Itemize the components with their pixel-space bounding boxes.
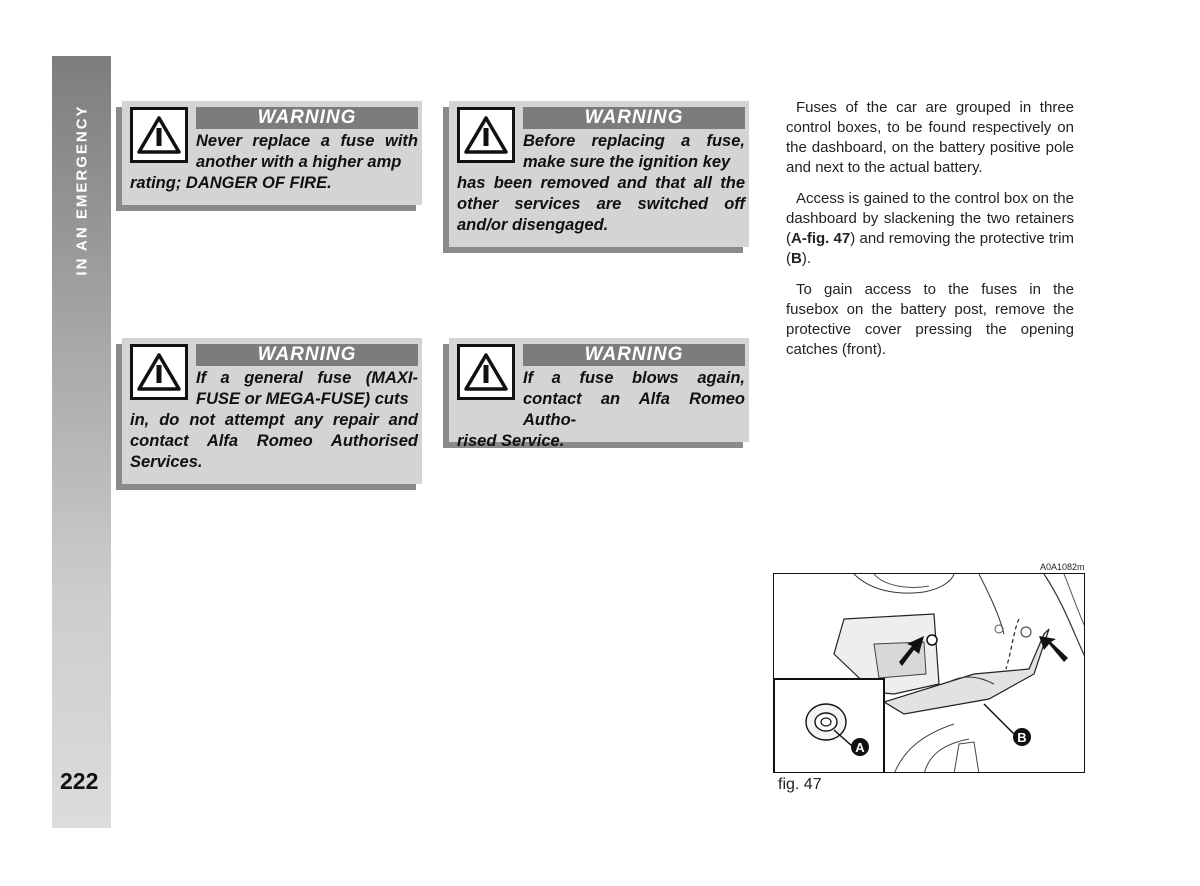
figure-caption: fig. 47 [778, 776, 822, 793]
warning-text-tail: in, do not attempt any repair and contact Alfa Romeo Authorised Services. [130, 411, 418, 471]
warning-box-2 [449, 101, 749, 247]
figure-reference-b: B [791, 250, 802, 267]
warning-box-1 [122, 101, 422, 205]
warning-box-3 [122, 338, 422, 484]
warning-triangle-icon [130, 344, 188, 400]
label-a: A [855, 740, 865, 755]
warning-text-head: Never replace a fuse with another with a higher amp [196, 132, 418, 171]
warning-title: WARNING [523, 344, 745, 366]
warning-triangle-icon [457, 107, 515, 163]
body-text [786, 98, 1074, 371]
figure-illustration [773, 573, 1085, 773]
warning-title: WARNING [523, 107, 745, 129]
warning-text-tail: has been removed and that all the other services are switched off and/or disengaged. [457, 174, 745, 234]
warning-text-tail: rating; DANGER OF FIRE. [130, 174, 332, 192]
warning-text-tail: rised Service. [457, 432, 565, 450]
paragraph-battery-fusebox: To gain access to the fuses in the fusebox on the battery post, remove the protective cover pressing the opening catches (front). [786, 281, 1074, 358]
warning-text-head: If a general fuse (MAXI-FUSE or MEGA-FUSE) cuts [196, 369, 418, 408]
warning-triangle-icon [457, 344, 515, 400]
warning-text-head: Before replacing a fuse, make sure the ignition key [523, 132, 745, 171]
warning-text-head: If a fuse blows again, contact an Alfa Romeo Autho- [523, 369, 745, 429]
warning-box-4 [449, 338, 749, 450]
paragraph-dashboard-access: Access is gained to the control box on the dashboard by slackening the two retainers (A-fig. 47) and removing the protective trim (B). [786, 190, 1074, 267]
paragraph-fuse-boxes: Fuses of the car are grouped in three control boxes, to be found respectively on the dashboard, on the battery positive pole and next to the actual battery. [786, 99, 1074, 176]
section-title: IN AN EMERGENCY [73, 104, 91, 276]
warning-title: WARNING [196, 107, 418, 129]
figure-code: A0A1082m [1040, 562, 1085, 572]
page-number: 222 [60, 768, 99, 794]
fusebox-drawing [774, 574, 1085, 773]
warning-triangle-icon [130, 107, 188, 163]
warning-title: WARNING [196, 344, 418, 366]
label-b: B [1017, 730, 1027, 745]
figure-reference-a: A-fig. 47 [791, 230, 851, 247]
